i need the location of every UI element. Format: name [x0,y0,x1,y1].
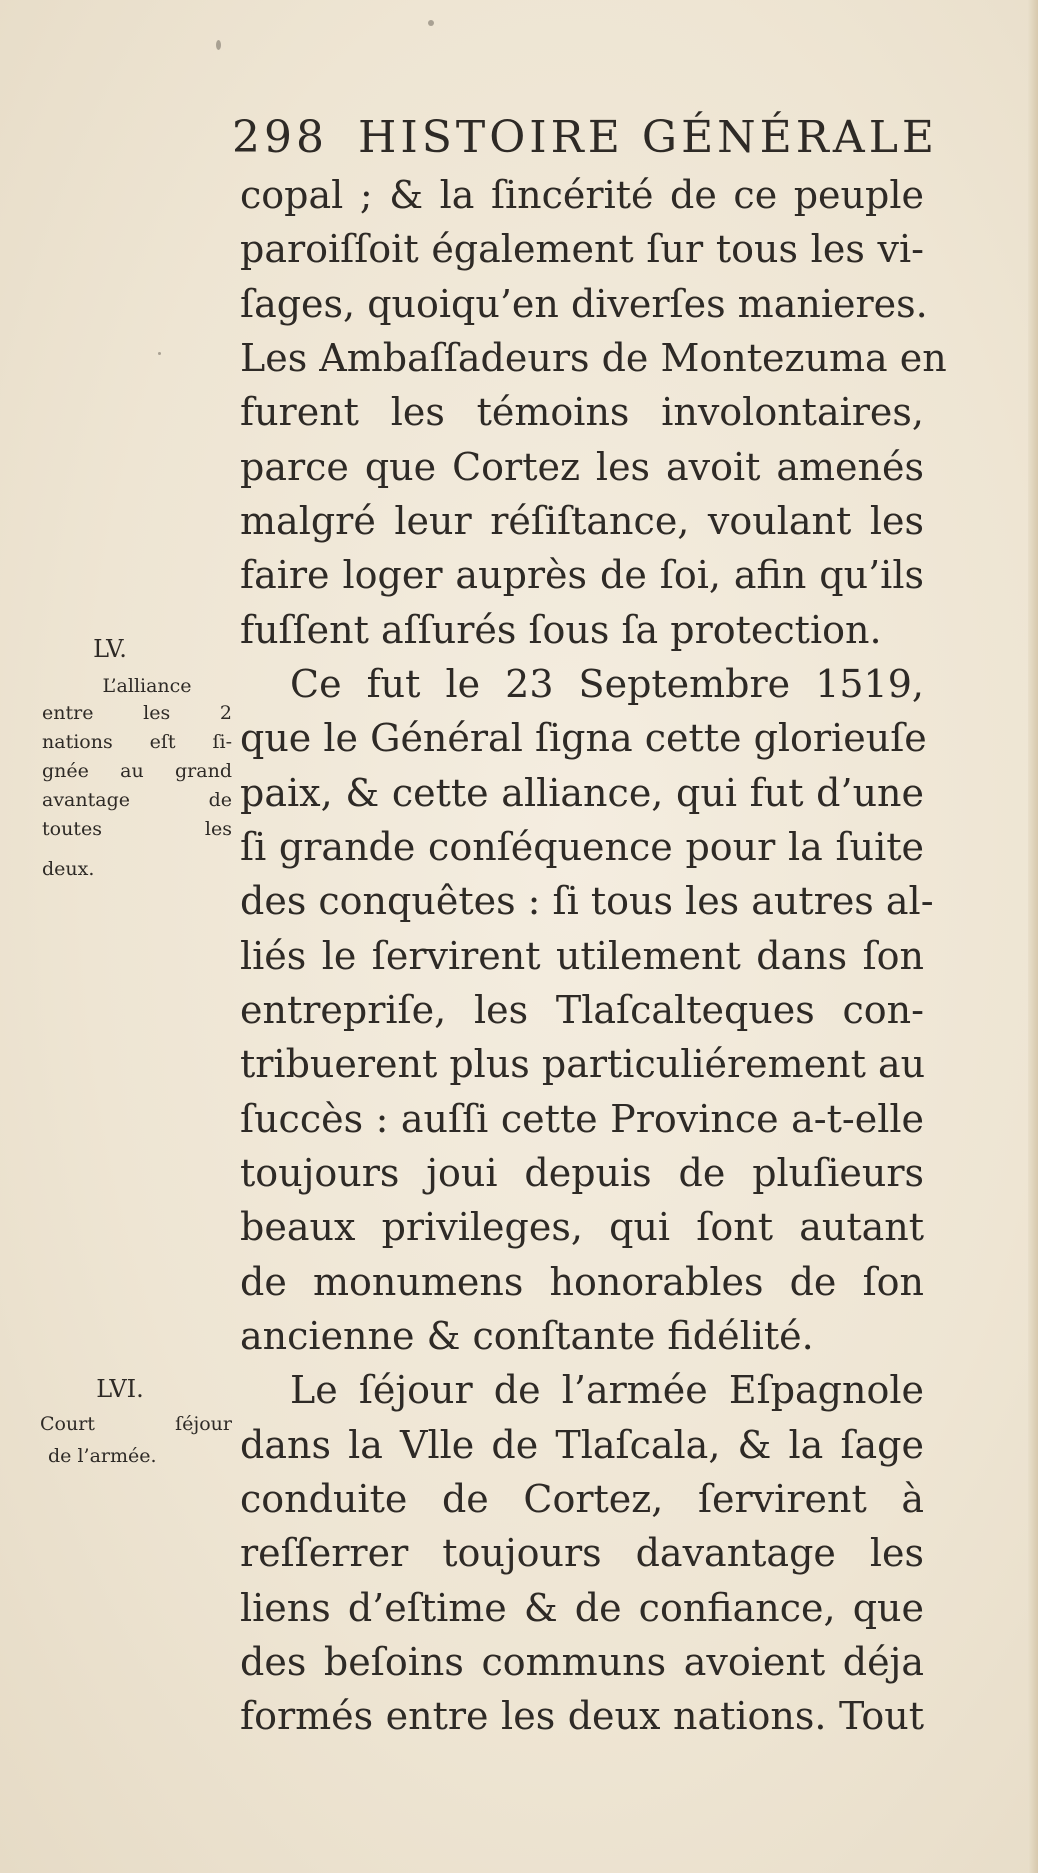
text-line: que le Général ſigna cette glorieuſe [240,716,927,760]
text-line: ſuccès : auſſi cette Province a-t-elle [240,1097,924,1141]
text-line: paroiſſoit également ſur tous les vi- [240,227,924,271]
text-line: fuſſent aſſurés ſous ſa protection. [240,608,882,652]
margin-note-line: entre les 2 [42,702,232,724]
ink-speck [428,20,434,26]
running-header [232,112,939,163]
page-edge [1028,0,1038,1873]
text-line: de monumens honorables de ſon [240,1260,924,1304]
ink-speck [216,40,221,50]
text-line: malgré leur réſiſtance, voulant les [240,499,924,543]
page-number: 298 [232,112,328,163]
text-line: entrepriſe, les Tlaſcalteques con- [240,988,924,1032]
text-line: paix, & cette alliance, qui fut d’une [240,771,924,815]
text-line: tribuerent plus particuliérement au [240,1042,926,1086]
margin-note-line: gnée au grand [42,760,232,782]
text-line: parce que Cortez les avoit amenés [240,445,924,489]
margin-note-line: de l’armée. [48,1445,157,1467]
text-line: Les Ambaſſadeurs de Montezuma en [240,336,947,380]
running-title: HISTOIRE GÉNÉRALE [357,112,939,163]
text-line: beaux privileges, qui ſont autant [240,1205,924,1249]
text-line: copal ; & la ſincérité de ce peuple [240,173,924,217]
text-line: des conquêtes : ſi tous les autres al- [240,879,934,923]
text-line: ancienne & conſtante fidélité. [240,1314,814,1358]
margin-note-line: toutes les [42,818,232,840]
margin-note-line: L’alliance [102,675,192,697]
text-line: des beſoins communs avoient déja [240,1640,924,1684]
text-line: ſi grande conſéquence pour la ſuite [240,825,924,869]
margin-note-number: LV. [93,635,127,663]
text-line: liés le ſervirent utilement dans ſon [240,934,924,978]
text-line: conduite de Cortez, ſervirent à [240,1477,924,1521]
ink-speck [158,352,161,355]
text-line: dans la Vlle de Tlaſcala, & la ſage [240,1423,924,1467]
text-line: Le ſéjour de l’armée Eſpagnole [290,1368,924,1412]
text-line: faire loger auprès de ſoi, afin qu’ils [240,553,924,597]
text-line: Ce fut le 23 Septembre 1519, [290,662,924,706]
text-line: ſages, quoiqu’en diverſes manieres. [240,282,928,326]
margin-note-line: deux. [42,858,95,880]
margin-note-line: Court ſéjour [40,1413,232,1435]
text-line: furent les témoins involontaires, [240,390,924,434]
text-line: liens d’eſtime & de confiance, que [240,1586,924,1630]
text-line: toujours joui depuis de pluſieurs [240,1151,924,1195]
text-line: reſſerrer toujours davantage les [240,1531,924,1575]
margin-note-line: nations eſt ſi- [42,731,232,753]
margin-note-number: LVI. [96,1375,144,1403]
margin-note-line: avantage de [42,789,232,811]
text-line: formés entre les deux nations. Tout [240,1694,924,1738]
